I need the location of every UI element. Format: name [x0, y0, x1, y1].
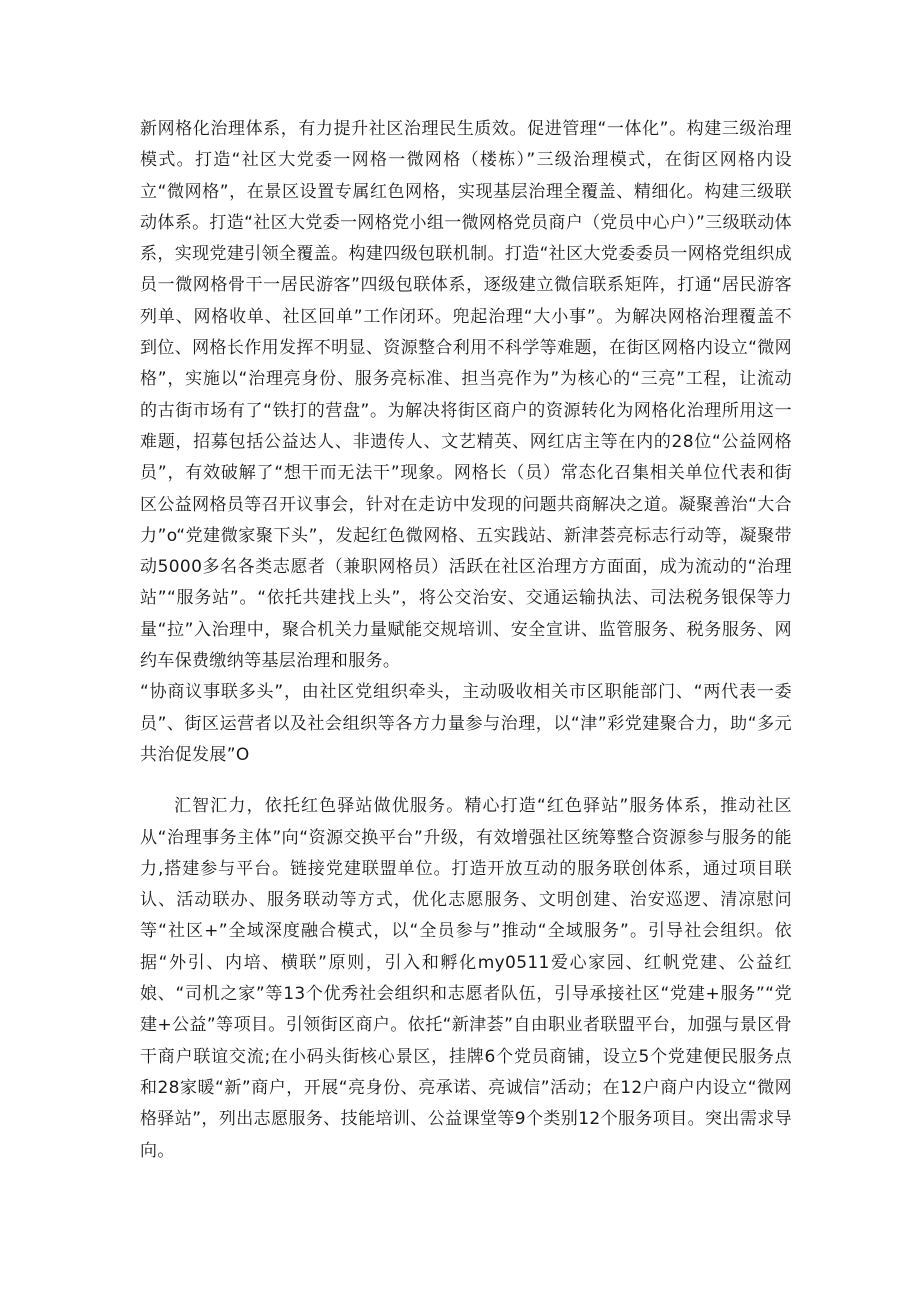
paragraph-grid-governance: 新网格化治理体系，有力提升社区治理民生质效。促进管理“一体化”。构建三级治理模式。打造“社区大党委一网格一微网格（楼栋）”三级治理模式，在街区网格内设立“微网格”，在景区设置专属红色网格，实现基层治理全覆盖、精细化。构建三级联动体系。打造“社区大党委一网格党小组一微网格党员商户（党员中心户）”三级联动体系，实现党建引领全覆盖。构建四级包联机制。打造“社区大党委委员一网格党组织成员一微网格骨干一居民游客”四级包联体系，逐级建立微信联系矩阵，打通“居民游客列单、网格收单、社区回单”工作闭环。兜起治理“大小事”。为解决网格治理覆盖不到位、网格长作用发挥不明显、资源整合利用不科学等难题，在街区网格内设立“微网格”，实施以“治理亮身份、服务亮标准、担当亮作为”为核心的“三亮”工程，让流动的古街市场有了“铁打的营盘”。为解决将街区商户的资源转化为网格化治理所用这一难题，招募包括公益达人、非遗传人、文艺精英、网红店主等在内的28位“公益网格员”，有效破解了“想干而无法干”现象。网格长（员）常态化召集相关单位代表和街区公益网格员等召开议事会，针对在走访中发现的问题共商解决之道。凝聚善治“大合力”o“党建微家聚下头”，发起红色微网格、五实践站、新津荟亮标志行动等，凝聚带动5000多名各类志愿者（兼职网格员）活跃在社区治理方方面面，成为流动的“治理站”“服务站”。“依托共建找上头”，将公交治安、交通运输执法、司法税务银保等力量“拉”入治理中，聚合机关力量赋能交规培训、安全宣讲、监管服务、税务服务、网约车保费缴纳等基层治理和服务。 — [140, 119, 792, 672]
paragraph-red-station: 汇智汇力，依托红色驿站做优服务。精心打造“红色驿站”服务体系，推动社区从“治理事务主体”向“资源交换平台”升级，有效增强社区统筹整合资源参与服务的能力,搭建参与平台。链接党建联盟单位。打造开放互动的服务联创体系，通过项目联认、活动联办、服务联动等方式，优化志愿服务、文明创建、治安巡逻、清凉慰问等“社区+”全域深度融合模式，以“全员参与”推动“全域服务”。引导社会组织。依据“外引、内培、横联”原则，引入和孵化my0511爱心家园、红帆党建、公益红娘、“司机之家”等13个优秀社会组织和志愿者队伍，引导承接社区“党建+服务”“党建+公益”等项目。引领街区商户。依托“新津荟”自由职业者联盟平台，加强与景区骨干商户联谊交流;在小码头街核心景区，挂牌6个党员商铺，设立5个党建便民服务点和28家暖“新”商户，开展“亮身份、亮承诺、亮诚信”活动；在12户商户内设立“微网格驿站”，列出志愿服务、技能培训、公益课堂等9个类别12个服务项目。突出需求导向。 — [140, 796, 792, 1161]
document-page — [140, 114, 792, 1167]
paragraph-consultation: “协商议事联多头”，由社区党组织牵头，主动吸收相关市区职能部门、“两代表一委员”、街区运营者以及社会组织等各方力量参与治理，以“津”彩党建聚合力，助“多元共治促发展”O — [140, 682, 792, 765]
